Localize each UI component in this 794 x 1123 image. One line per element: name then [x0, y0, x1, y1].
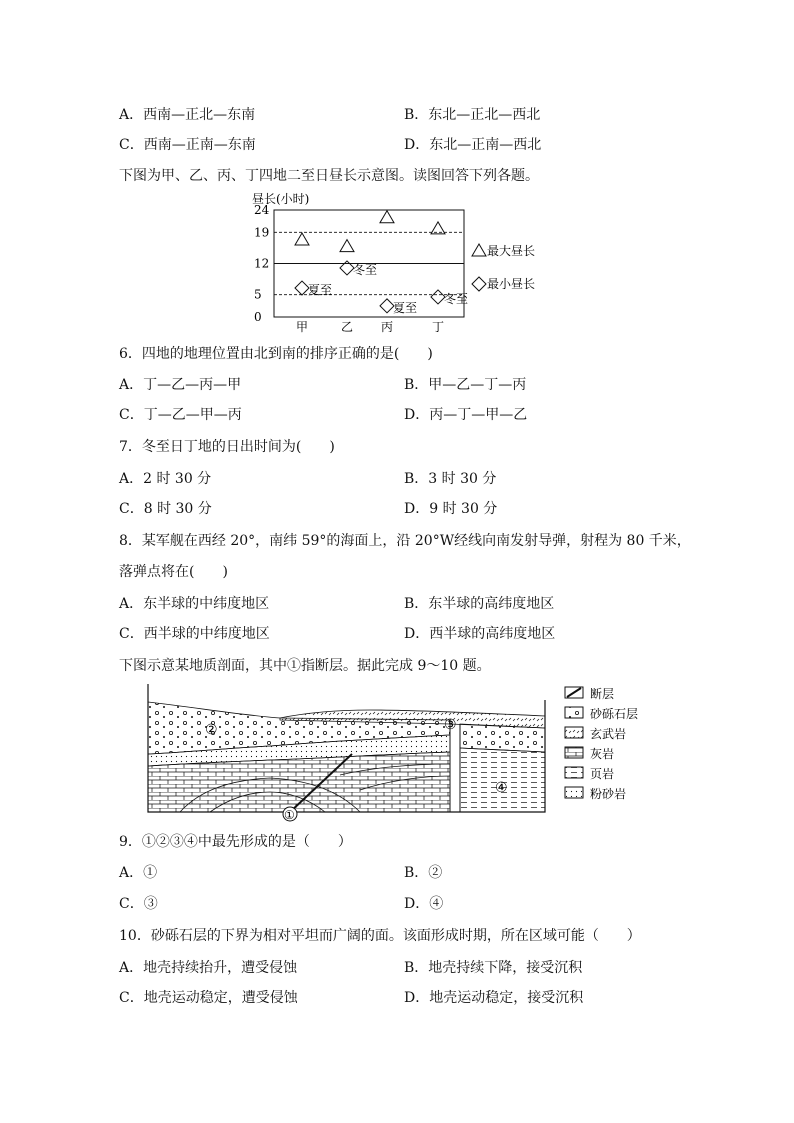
- legend-min-label: 最小昼长: [487, 277, 536, 291]
- legend-label: 砂砾石层: [590, 707, 639, 721]
- shale-legend-icon: [565, 767, 583, 778]
- q8-option-c: C．西半球的中纬度地区: [119, 626, 270, 642]
- marker-4: ④: [495, 780, 508, 796]
- max-daylength-marker: [340, 240, 354, 252]
- q7-option-b: B．3 时 30 分: [404, 471, 497, 487]
- q10-option-b: B．地壳持续下降，接受沉积: [404, 960, 583, 976]
- chart-ylabel: 昼长(小时): [252, 192, 310, 206]
- q7-option-a: A．2 时 30 分: [119, 471, 212, 487]
- min-daylength-marker: [431, 290, 445, 304]
- solstice-annotation: 夏至: [393, 300, 418, 315]
- basalt-legend-icon: [565, 727, 583, 738]
- legend-label: 玄武岩: [590, 727, 627, 741]
- q5-option-b: B．东北—正北—西北: [404, 107, 541, 123]
- q9-option-a: A．①: [119, 865, 158, 881]
- q7-stem: 7．冬至日丁地的日出时间为( ): [119, 439, 335, 455]
- legend-label: 粉砂岩: [590, 787, 627, 801]
- x-tick-label: 丙: [381, 320, 394, 334]
- marker-3: ③: [444, 717, 457, 733]
- marker-2: ②: [205, 722, 218, 738]
- q9-option-c: C．③: [119, 896, 158, 912]
- day-length-chart: [250, 190, 560, 335]
- marker-1: ①: [284, 808, 295, 822]
- y-tick-label: 24: [254, 203, 270, 217]
- q8-stem-line1: 8．某军舰在西经 20°，南纬 59°的海面上，沿 20°W经线向南发射导弹，射程为 80 千米，: [119, 533, 691, 549]
- y-tick-label: 12: [254, 256, 270, 271]
- q5-option-c: C．西南—正南—东南: [119, 137, 256, 153]
- legend-max-label: 最大昼长: [487, 244, 536, 258]
- q8-option-d: D．西半球的高纬度地区: [404, 626, 556, 642]
- y-tick-label: 19: [254, 225, 270, 240]
- q5-option-d: D．东北—正南—西北: [404, 137, 542, 153]
- legend-label: 断层: [590, 687, 615, 701]
- q6-stem: 6．四地的地理位置由北到南的排序正确的是( ): [119, 346, 433, 362]
- intro-day-length: 下图为甲、乙、丙、丁四地二至日昼长示意图。读图回答下列各题。: [119, 168, 539, 184]
- q6-option-b: B．甲—乙—丁—丙: [404, 377, 527, 393]
- y-tick-label: 5: [254, 287, 262, 302]
- q7-option-c: C．8 时 30 分: [119, 501, 212, 517]
- q6-option-d: D．丙—丁—甲—乙: [404, 407, 528, 423]
- limestone-legend-icon: [565, 747, 583, 758]
- dike: [450, 720, 460, 812]
- intro-geology: 下图示意某地质剖面，其中①指断层。据此完成 9～10 题。: [119, 658, 491, 674]
- solstice-annotation: 冬至: [444, 291, 469, 306]
- solstice-annotation: 夏至: [308, 283, 333, 298]
- x-tick-label: 乙: [341, 320, 354, 334]
- siltstone-legend-icon: [565, 787, 583, 798]
- q8-stem-line2: 落弹点将在( ): [119, 564, 228, 580]
- q5-option-a: A．西南—正北—东南: [119, 107, 256, 123]
- q10-option-a: A．地壳持续抬升，遭受侵蚀: [119, 960, 298, 976]
- solstice-annotation: 冬至: [353, 262, 378, 277]
- x-tick-label: 甲: [296, 320, 309, 334]
- q9-stem: 9．①②③④中最先形成的是（ ）: [119, 834, 352, 850]
- legend-label: 灰岩: [590, 747, 615, 761]
- max-daylength-marker: [380, 211, 394, 223]
- q6-option-a: A．丁—乙—丙—甲: [119, 377, 242, 393]
- min-daylength-marker: [380, 299, 394, 313]
- q9-option-b: B．②: [404, 865, 443, 881]
- geologic-section-diagram: [140, 680, 660, 822]
- q10-option-d: D．地壳运动稳定，接受沉积: [404, 990, 584, 1006]
- gravel-legend-icon: [565, 707, 583, 718]
- min-daylength-marker: [295, 281, 309, 295]
- y-tick-label: 0: [254, 310, 262, 324]
- q10-stem: 10．砂砾石层的下界为相对平坦而广阔的面。该面形成时期，所在区域可能（ ）: [119, 928, 641, 944]
- max-daylength-marker: [431, 222, 445, 234]
- legend-diamond-icon: [472, 277, 486, 291]
- q6-option-c: C．丁—乙—甲—丙: [119, 407, 242, 423]
- q7-option-d: D．9 时 30 分: [404, 501, 498, 517]
- q9-option-d: D．④: [404, 896, 444, 912]
- max-daylength-marker: [295, 233, 309, 245]
- q8-option-b: B．东半球的高纬度地区: [404, 596, 555, 612]
- x-tick-label: 丁: [432, 320, 445, 334]
- legend-triangle-icon: [472, 244, 486, 256]
- gravel-layer-right: [460, 724, 545, 752]
- legend-label: 页岩: [590, 767, 615, 781]
- q8-option-a: A．东半球的中纬度地区: [119, 596, 270, 612]
- q10-option-c: C．地壳运动稳定，遭受侵蚀: [119, 990, 298, 1006]
